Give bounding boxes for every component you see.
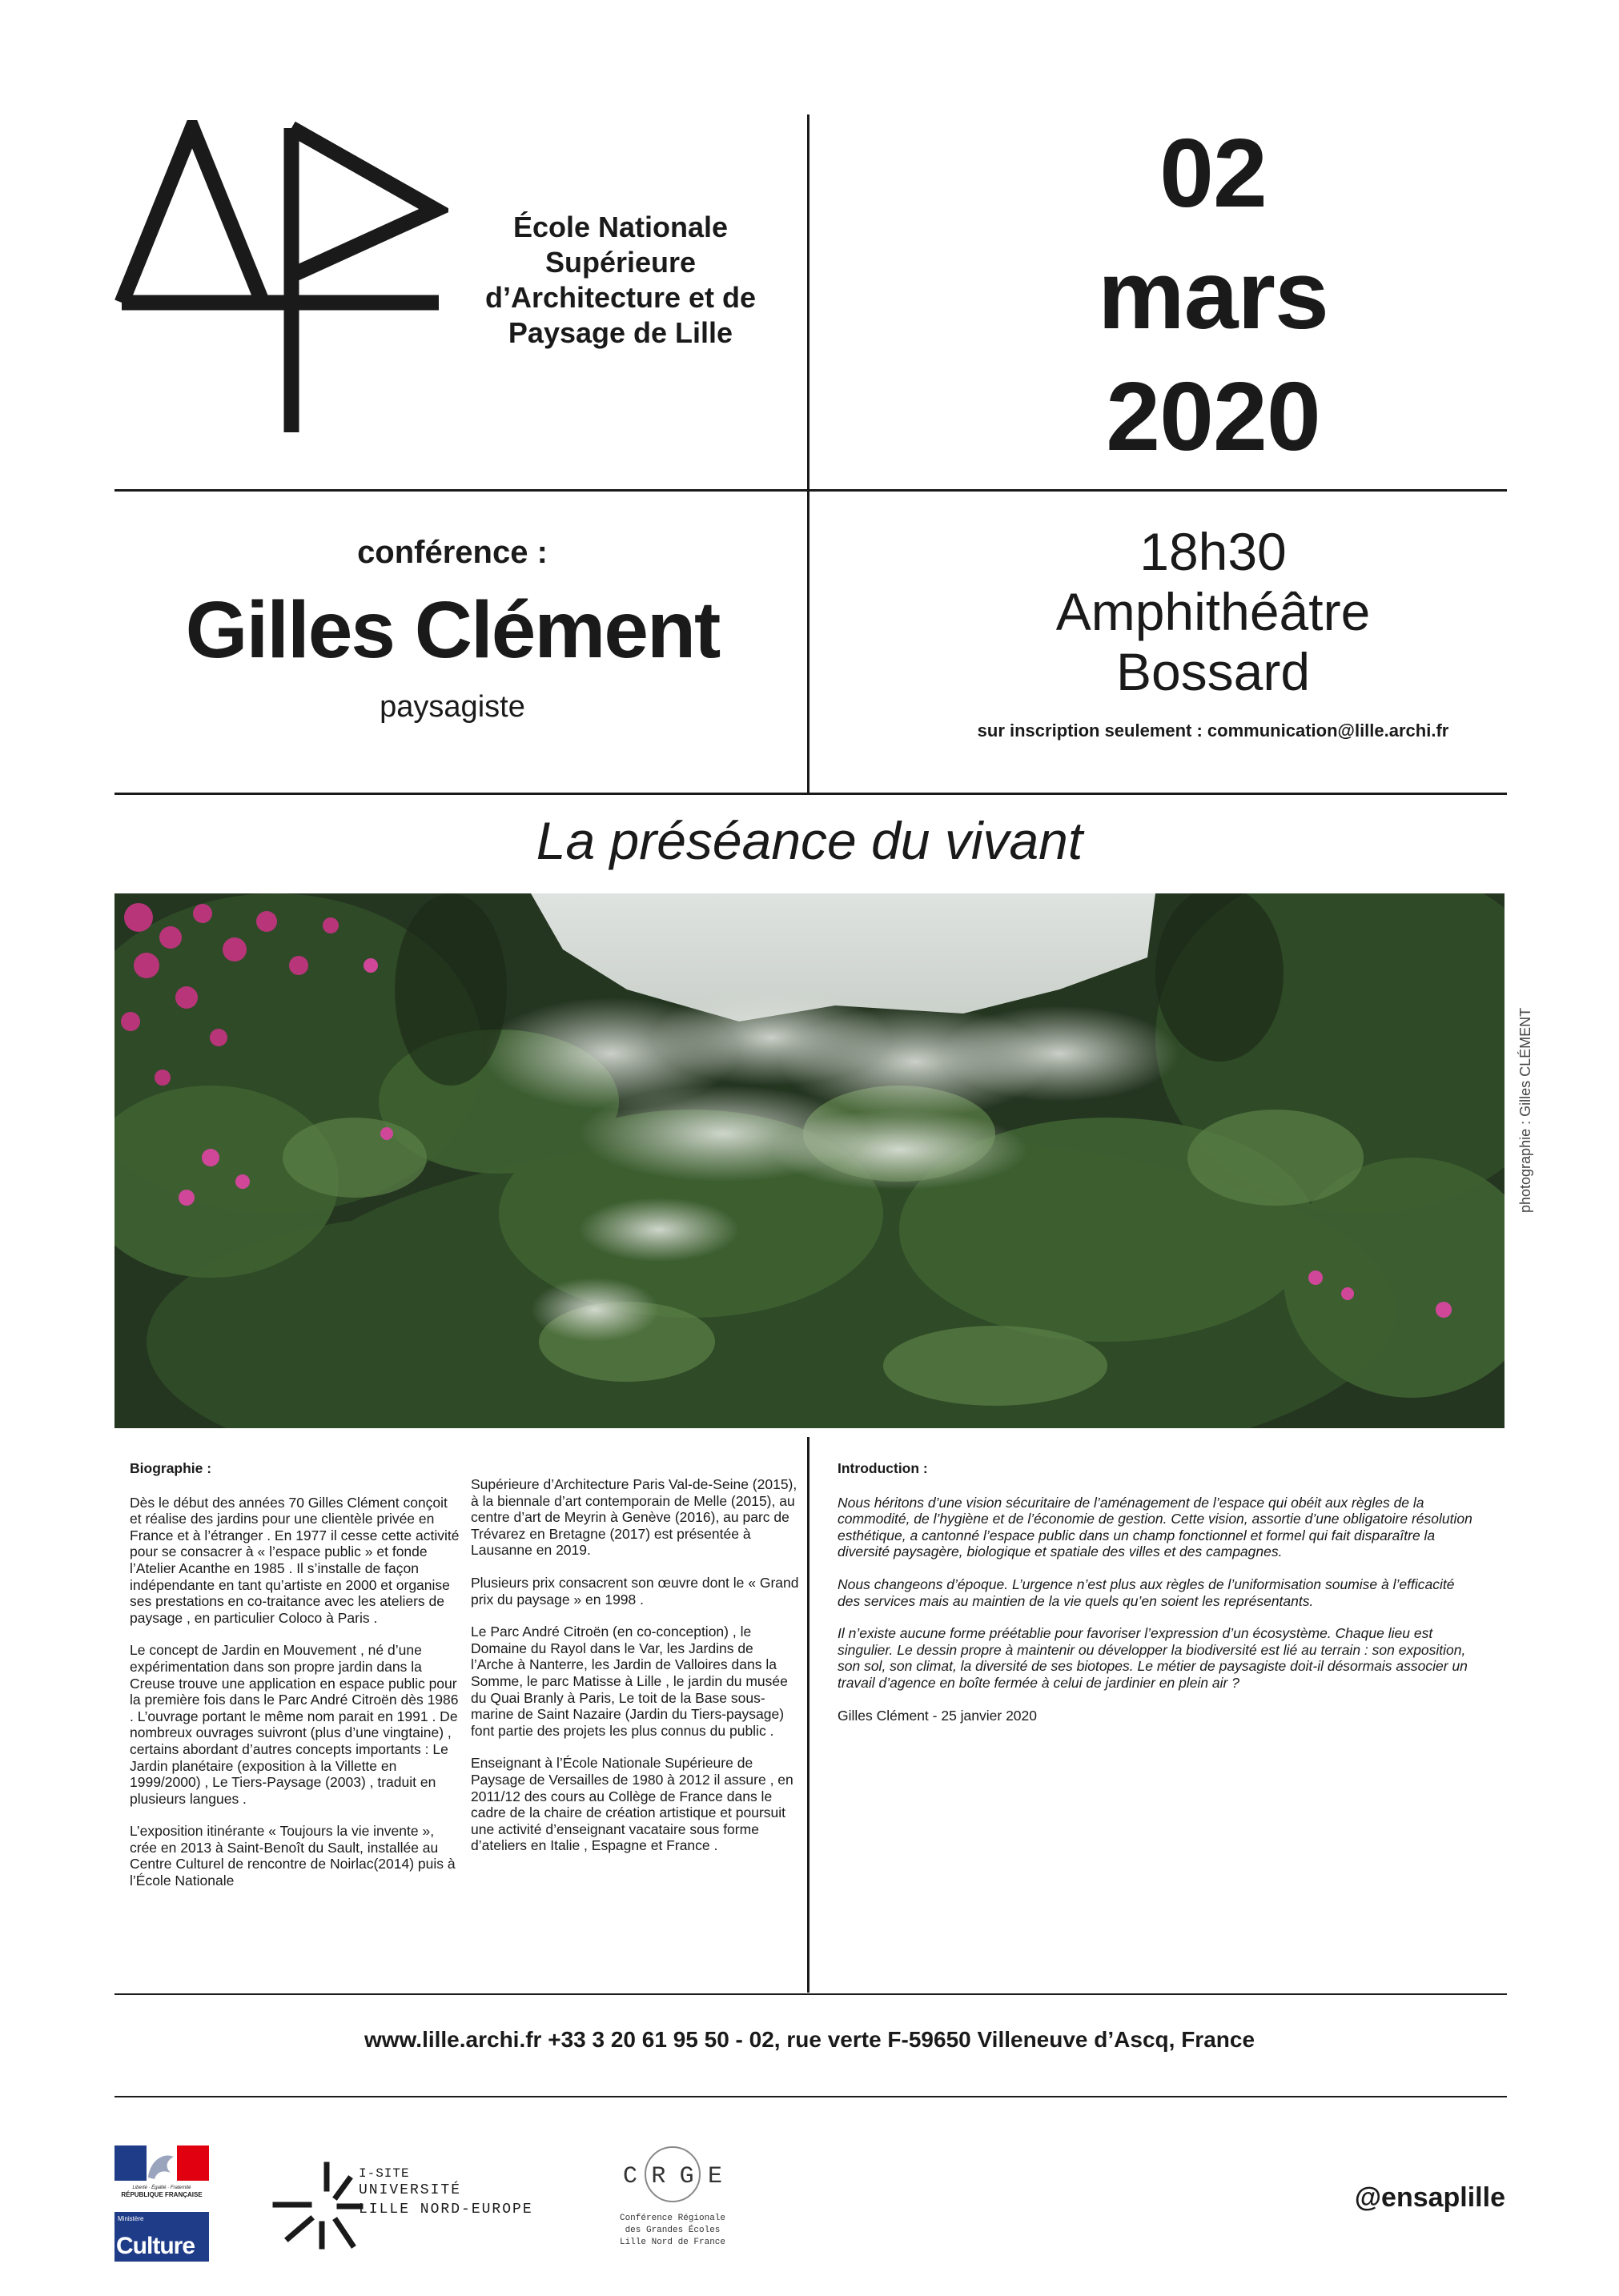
photo-credit: photographie : Gilles CLÉMENT — [1517, 1007, 1533, 1213]
horizontal-divider-3 — [114, 1993, 1507, 1995]
introduction-paragraph: Nous héritons d’une vision sécuritaire de l’aménagement de l’espace qui obéit aux règles de la commodité, de l’hygiène et de l’économie de gestion. Cette vision, assortie d’une obligatoire résolution esthétique, a cantonné l’espace public dans un champ fonctionnel et formel qui fait disparaître la diversité paysagère, biologique et spatiale des villes et des campagnes. — [838, 1494, 1472, 1560]
conference-title: La préséance du vivant — [536, 811, 1083, 870]
registration-note: sur inscription seulement : communication@lille.archi.fr — [977, 721, 1449, 741]
culture-label: Culture — [116, 2233, 195, 2259]
biography-paragraph: Supérieure d’Architecture Paris Val-de-Seine (2015), à la biennale d’art contemporain de Melle (2015), au centre d’art de Meyrin à Genève (2016), au parc de Trévarez en Bretagne (2017) est présentée à Lausanne en 2019. — [471, 1476, 797, 1559]
crge-caption-line-3: Lille Nord de France — [619, 2238, 726, 2247]
school-name — [448, 210, 793, 351]
school-name-line-1: École Nationale — [512, 211, 729, 243]
crge-letter-g: G — [679, 2163, 694, 2190]
social-handle[interactable]: @ensaplille — [1354, 2182, 1505, 2213]
ensap-logo — [112, 120, 448, 440]
crge-caption-line-2: des Grandes Écoles — [625, 2226, 721, 2235]
biography-paragraph: L’exposition itinérante « Toujours la vie invente », crée en 2013 à Saint-Benoît du Sault, installée au Centre Culturel de rencontre de Noirlac(2014) puis à l’École Nationale — [130, 1823, 456, 1889]
isite-line-1: I-SITE — [359, 2166, 410, 2181]
isite-line-2: UNIVERSITÉ — [359, 2182, 462, 2198]
horizontal-divider-2 — [114, 793, 1507, 795]
school-name-line-4: Paysage de Lille — [508, 316, 733, 349]
crge-caption-line-1: Conférence Régionale — [619, 2214, 726, 2223]
culture-badge — [114, 2212, 209, 2262]
event-venue — [809, 522, 1617, 702]
marianne-motto: Liberté · Égalité · Fraternité — [132, 2186, 191, 2190]
introduction-paragraph: Il n’existe aucune forme préétablie pour favoriser l’expression d’un écosystème. Chaque lieu est singulier. Le dessin propre à maintenir ou développer la biodiversité est lié au terrain : son exposition, son sol, son climat, la diversité de ses biotopes. Le métier de paysagiste doit-il désormais associer un travail d’agence en boîte fermée à celui de jardinier en plein air ? — [838, 1625, 1468, 1691]
vertical-divider-text — [807, 1437, 810, 1993]
biography-heading: Biographie : — [130, 1460, 212, 1476]
introduction-signature: Gilles Clément - 25 janvier 2020 — [838, 1707, 1038, 1724]
biography-paragraph: Dès le début des années 70 Gilles Clément conçoit et réalise des jardins pour une clientèle privée en France et à l’étranger . En 1977 il cesse cette activité pour se consacrer à « l’espace public » et fonde l’Atelier Acanthe en 1985 . Il s’installe de façon indépendante en tant qu’artiste en 2000 et organise ses prestations en co-traitance avec les ateliers de paysage , en particulier Coloco à Paris . — [130, 1494, 460, 1626]
event-time: 18h30 — [1139, 522, 1287, 581]
crge-logo — [609, 2142, 737, 2254]
event-date — [809, 112, 1617, 477]
biography-paragraph: Le Parc André Citroën (en co-conception) , le Domaine du Rayol dans le Var, les Jardins de l’Arche à Nanterre, les Jardin de Valloires dans la Somme, le parc Matisse à Lille , le jardin du musée du Quai Branly à Paris, Le toit de la Base sous-marine de Saint Nazaire (Jardin du Tiers-paysage) font partie des projets les plus connus du public . — [471, 1624, 788, 1739]
biography-paragraph: Plusieurs prix consacrent son œuvre dont le « Grand prix du paysage » en 1998 . — [471, 1574, 799, 1608]
culture-ministry-label: Ministère — [118, 2215, 144, 2222]
introduction-column — [838, 1460, 1478, 1740]
speaker-name: Gilles Clément — [185, 585, 720, 675]
introduction-heading: Introduction : — [838, 1460, 928, 1476]
biography-column-1 — [130, 1460, 461, 1905]
crge-letters — [623, 2163, 722, 2190]
horizontal-divider-1 — [114, 489, 1507, 492]
school-name-line-2: Supérieure — [544, 246, 697, 279]
isite-logo — [272, 2162, 544, 2250]
date-year: 2020 — [1106, 362, 1320, 471]
isite-sunburst-icon — [272, 2162, 368, 2250]
date-day: 02 — [1159, 118, 1267, 227]
crge-caption — [609, 2213, 737, 2249]
garden-photo — [114, 893, 1505, 1428]
biography-column-2 — [471, 1476, 799, 1870]
marianne-logo — [114, 2145, 209, 2262]
isite-line-3: LILLE NORD-EUROPE — [359, 2202, 533, 2218]
crge-letter-e: E — [707, 2163, 722, 2190]
speaker-role: paysagiste — [380, 690, 525, 724]
school-name-line-3: d’Architecture et de — [484, 281, 757, 314]
marianne-flag-icon — [114, 2145, 209, 2181]
horizontal-divider-4 — [114, 2096, 1507, 2097]
contact-address: www.lille.archi.fr +33 3 20 61 95 50 - 02, rue verte F-59650 Villeneuve d’Ascq, France — [364, 2027, 1255, 2052]
crge-letter-r: R — [651, 2163, 666, 2190]
date-month: mars — [1098, 240, 1328, 349]
crge-letter-c: C — [623, 2163, 638, 2190]
venue-line-2: Bossard — [1115, 642, 1311, 701]
marianne-country: RÉPUBLIQUE FRANÇAISE — [121, 2191, 203, 2198]
biography-paragraph: Le concept de Jardin en Mouvement , né d’une expérimentation dans son propre jardin dans la Creuse trouve une application en espace public pour la première fois dans le Parc André Citroën dès 1986 . L’ouvrage portant le même nom parait en 1991 . De nombreux ouvrages suivront (plus d’une vingtaine) , certains abordant d’autres concepts importants : Le Jardin planétaire (exposition à la Villette en 1999/2000) , Le Tiers-Paysage (2003) , traduit en plusieurs langues . — [130, 1642, 459, 1807]
introduction-paragraph: Nous changeons d’époque. L’urgence n’est plus aux règles de l’uniformisation soumise à l’efficacité des services mais au maintien de la vie quels qu’en soient les représentants. — [838, 1575, 1455, 1609]
biography-paragraph: Enseignant à l’École Nationale Supérieure de Paysage de Versailles de 1980 à 2012 il assure , en 2011/12 des cours au Collège de France dans le cadre de la chaire de création artistique et poursuit une activité d’enseignant vacataire sous forme d’ateliers en Italie , Espagne et France . — [471, 1755, 793, 1854]
venue-line-1: Amphithéâtre — [1055, 582, 1371, 641]
event-type: conférence : — [357, 535, 548, 570]
